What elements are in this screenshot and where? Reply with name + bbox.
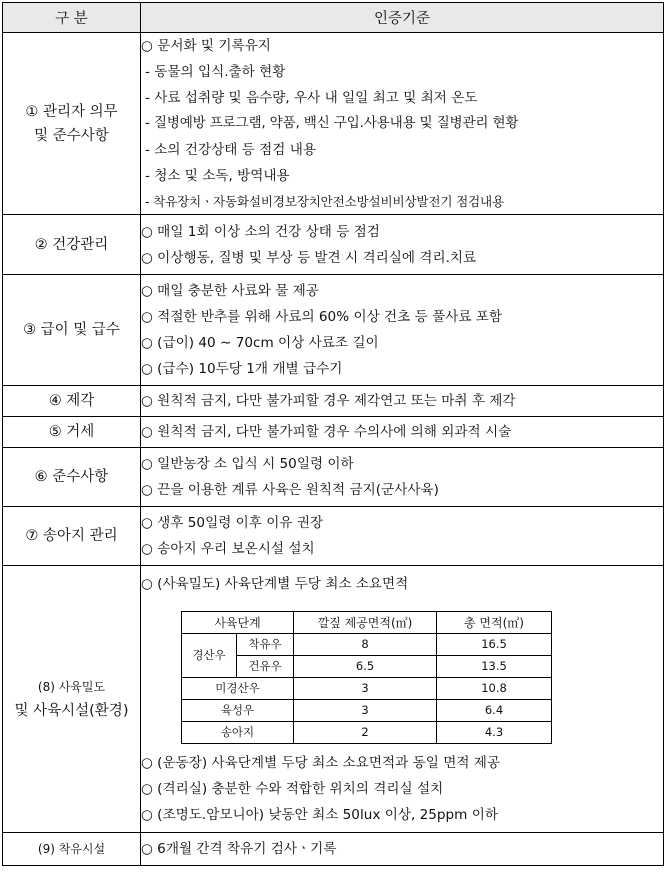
list-item: - 동물의 입식.출하 현황 [145,64,286,80]
row-content [141,417,664,448]
label-line: ① 관리자 의무 [25,103,118,120]
label-line: 및 사육시설(환경) [14,703,129,719]
list-item: ○ (급이) 40 ∼ 70cm 이상 사료조 길이 [141,335,379,351]
list-item: ○ 6개월 간격 착유기 검사ㆍ기록 [141,841,337,857]
table-row [182,655,552,677]
table-cell: 건유우 [237,655,294,677]
table-row [182,699,552,721]
header-category: 구 분 [3,3,141,33]
row-content [141,275,664,386]
table-cell: 2 [294,721,437,743]
row-label [3,386,141,417]
row-content [141,833,664,866]
row-content [141,386,664,417]
list-item: ○ 문서화 및 기록유지 [141,38,271,54]
list-item: ○ (조명도.암모니아) 낮동안 최소 50lux 이상, 25ppm 이하 [141,806,498,823]
row-content [141,448,664,507]
row-stocking-density [3,566,664,833]
list-item: - 착유장치ㆍ자동화설비경보장치안전소방설비비상발전기 점검내용 [145,193,504,209]
row-label [3,215,141,275]
label-line: ⑦ 송아지 관리 [25,528,118,544]
row-label [3,275,141,386]
table-cell: 8 [294,633,437,655]
row-health-management [3,215,664,275]
table-row [182,677,552,699]
label-line: ⑥ 준수사항 [34,469,109,485]
table-cell: 3 [294,677,437,699]
list-item: ○ 일반농장 소 입식 시 50일령 이하 [141,456,354,472]
list-item: ○ 원칙적 금지, 다만 불가피할 경우 수의사에 의해 외과적 시술 [141,424,512,440]
table-cell: 송아지 [182,721,294,743]
table-header-cell: 총 면적(㎡) [437,611,552,633]
table-cell: 13.5 [437,655,552,677]
header-row [3,3,664,33]
list-item: ○ 적절한 반추를 위해 사료의 60% 이상 건초 등 풀사료 포함 [141,309,503,325]
list-item: ○ 매일 1회 이상 소의 건강 상태 등 점검 [141,223,380,240]
list-item: ○ (급수) 10두당 1개 개별 급수기 [141,361,343,377]
list-item: ○ (사육밀도) 사육단계별 두당 최소 소요면적 [141,575,409,592]
list-item: - 청소 및 소독, 방역내용 [145,167,290,184]
label-line: ⑤ 거세 [48,424,95,440]
row-calf-management [3,507,664,566]
list-item: - 질병예방 프로그램, 약품, 백신 구입.사용내용 및 질병관리 현황 [145,115,519,131]
area-requirements-table [181,611,552,744]
list-item: ○ (격리실) 충분한 수와 적합한 위치의 격리실 설치 [141,780,444,797]
list-item: ○ (운동장) 사육단계별 두당 최소 소요면적과 동일 면적 제공 [141,754,501,771]
table-cell: 6.4 [437,699,552,721]
label-line: ③ 급이 및 급수 [23,322,120,338]
row-compliance [3,448,664,507]
row-label [3,833,141,866]
row-milking-facility [3,833,664,866]
list-item: ○ 이상행동, 질병 및 부상 등 발견 시 격리실에 격리.치료 [141,249,477,266]
label-line: (9) 착유시설 [37,842,106,856]
table-cell: 착유우 [237,633,294,655]
row-label [3,448,141,507]
table-cell: 6.5 [294,655,437,677]
row-feeding-watering [3,275,664,386]
row-content [141,215,664,275]
table-cell: 미경산우 [182,677,294,699]
list-item: ○ 생후 50일령 이후 이유 권장 [141,515,324,531]
table-header-cell: 사육단계 [182,611,294,633]
table-header-row [182,611,552,633]
list-item: ○ 송아지 우리 보온시설 설치 [141,541,315,557]
table-cell: 10.8 [437,677,552,699]
table-cell: 4.3 [437,721,552,743]
table-row [182,721,552,743]
row-label [3,566,141,833]
table-header-cell: 깔짚 제공면적(㎡) [294,611,437,633]
list-item: ○ 끈을 이용한 계류 사육은 원칙적 금지(군사사육) [141,482,439,498]
row-content [141,507,664,566]
row-label [3,507,141,566]
label-line: 및 준수사항 [34,127,109,144]
table-cell: 3 [294,699,437,721]
row-label [3,33,141,215]
label-line: ② 건강관리 [34,236,109,253]
certification-standards-table [2,2,664,866]
row-content [141,566,664,833]
header-standard: 인증기준 [141,3,664,33]
list-item: ○ 매일 충분한 사료와 물 제공 [141,283,319,299]
row-label [3,417,141,448]
list-item: - 사료 섭취량 및 음수량, 우사 내 일일 최고 및 최저 온도 [145,90,478,106]
label-line: ④ 제각 [48,393,95,409]
label-line: (8) 사육밀도 [37,680,106,694]
table-cell: 16.5 [437,633,552,655]
row-content [141,33,664,215]
list-item: ○ 원칙적 금지, 다만 불가피할 경우 제각연고 또는 마취 후 제각 [141,393,516,409]
table-group-cell: 경산우 [182,633,237,677]
table-row [182,633,552,655]
table-cell: 육성우 [182,699,294,721]
row-castration [3,417,664,448]
row-manager-duties [3,33,664,215]
row-dehorning [3,386,664,417]
list-item: - 소의 건강상태 등 점검 내용 [145,141,316,158]
